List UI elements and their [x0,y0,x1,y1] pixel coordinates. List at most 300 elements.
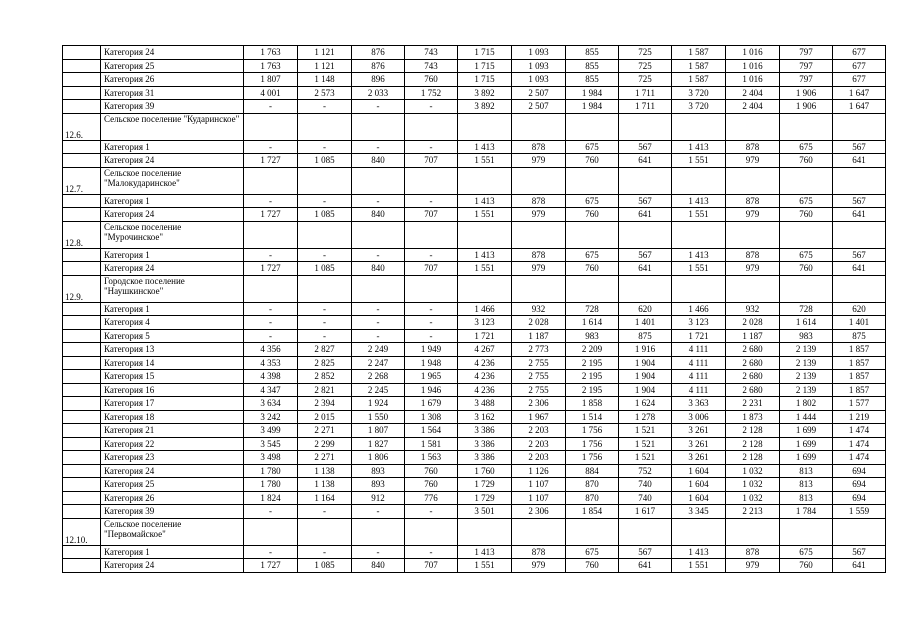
value-cell: 567 [833,545,886,559]
value-cell: 725 [619,59,672,73]
value-cell: 876 [352,46,405,60]
category-name: Категория 1 [101,302,244,316]
row-number [63,248,101,262]
value-cell [566,113,619,140]
value-cell: 1 093 [512,46,566,60]
category-name: Категория 22 [101,437,244,451]
row-number [63,46,101,60]
value-cell: 1 721 [458,329,512,343]
value-cell: 675 [566,248,619,262]
value-cell: 2 231 [726,397,780,411]
value-cell: 2 306 [512,505,566,519]
value-cell [672,518,726,545]
value-cell: 567 [833,248,886,262]
row-number [63,86,101,100]
value-cell: 1 551 [672,559,726,573]
value-cell: 1 699 [780,437,833,451]
value-cell: 1 550 [352,410,405,424]
value-cell: 979 [726,559,780,573]
value-cell: 1 967 [512,410,566,424]
value-cell: 2 028 [512,316,566,330]
value-cell: 760 [405,464,458,478]
row-number [63,451,101,465]
value-cell: 760 [780,262,833,276]
table-row [63,154,886,168]
value-cell: 1 948 [405,356,458,370]
value-cell: 3 499 [244,424,298,438]
table-row [63,383,886,397]
value-cell: 912 [352,491,405,505]
value-cell: 3 363 [672,397,726,411]
value-cell: - [244,100,298,114]
value-cell: - [298,545,352,559]
group-header-row [63,275,886,302]
value-cell [512,518,566,545]
value-cell: 3 261 [672,437,726,451]
value-cell [458,221,512,248]
value-cell [352,275,405,302]
value-cell: 2 139 [780,383,833,397]
value-cell [298,518,352,545]
value-cell: 1 604 [672,491,726,505]
value-cell: - [298,329,352,343]
category-name: Категория 21 [101,424,244,438]
value-cell: 728 [780,302,833,316]
row-number [63,505,101,519]
category-name: Категория 25 [101,59,244,73]
value-cell [405,221,458,248]
table-row [63,46,886,60]
value-cell: 1 729 [458,491,512,505]
value-cell: 1 093 [512,73,566,87]
value-cell: - [405,316,458,330]
value-cell: 707 [405,262,458,276]
value-cell: 641 [619,154,672,168]
value-cell: 1 521 [619,437,672,451]
value-cell: - [352,505,405,519]
value-cell: - [298,505,352,519]
value-cell: 983 [780,329,833,343]
value-cell: 2 249 [352,343,405,357]
value-cell: - [244,248,298,262]
value-cell: 979 [726,262,780,276]
row-number [63,208,101,222]
value-cell: - [298,302,352,316]
value-cell: 1 444 [780,410,833,424]
value-cell: 2 195 [566,383,619,397]
value-cell: 875 [619,329,672,343]
value-cell [244,221,298,248]
category-name: Категория 24 [101,262,244,276]
value-cell [672,221,726,248]
value-cell: 567 [833,194,886,208]
value-cell: 1 857 [833,383,886,397]
value-cell: 2 128 [726,437,780,451]
value-cell: 855 [566,46,619,60]
table-row [63,464,886,478]
value-cell: 932 [726,302,780,316]
value-cell: 3 345 [672,505,726,519]
value-cell: - [405,329,458,343]
value-cell [726,275,780,302]
value-cell: 1 906 [780,86,833,100]
category-name: Категория 14 [101,356,244,370]
category-name: Категория 24 [101,464,244,478]
settlement-name: Сельское поселение "Малокударинское" [101,167,244,194]
value-cell: 2 755 [512,356,566,370]
value-cell: 677 [833,46,886,60]
value-cell: 1 780 [244,478,298,492]
value-cell: 2 404 [726,100,780,114]
value-cell: 2 507 [512,86,566,100]
value-cell: 1 138 [298,478,352,492]
value-cell: 1 617 [619,505,672,519]
value-cell: 1 587 [672,59,726,73]
value-cell [619,113,672,140]
row-number [63,478,101,492]
value-cell: - [244,329,298,343]
value-cell [726,167,780,194]
value-cell: 641 [833,154,886,168]
value-cell: 1 699 [780,424,833,438]
table-row [63,329,886,343]
value-cell: 878 [726,248,780,262]
value-cell: 2 247 [352,356,405,370]
value-cell: 3 720 [672,100,726,114]
value-cell: 707 [405,559,458,573]
value-cell: 1 984 [566,86,619,100]
value-cell [512,275,566,302]
value-cell: 1 857 [833,370,886,384]
value-cell: 1 016 [726,59,780,73]
value-cell [405,113,458,140]
row-number [63,343,101,357]
value-cell: 2 195 [566,356,619,370]
value-cell [244,518,298,545]
row-number [63,464,101,478]
value-cell: 567 [619,545,672,559]
value-cell [405,518,458,545]
table-row [63,505,886,519]
value-cell [244,167,298,194]
value-cell: 760 [566,208,619,222]
value-cell: 1 614 [566,316,619,330]
value-cell [244,113,298,140]
value-cell [352,167,405,194]
table-row [63,73,886,87]
value-cell [672,167,726,194]
value-cell: 567 [619,140,672,154]
row-number [63,559,101,573]
value-cell: 1 126 [512,464,566,478]
value-cell: 1 551 [458,559,512,573]
value-cell: 979 [726,154,780,168]
table-row [63,491,886,505]
value-cell: 1 413 [672,545,726,559]
category-name: Категория 24 [101,559,244,573]
row-number [63,491,101,505]
value-cell: 1 521 [619,424,672,438]
value-cell: - [244,194,298,208]
value-cell: 870 [566,478,619,492]
value-cell: 1 085 [298,208,352,222]
group-header-row [63,221,886,248]
value-cell: 1 760 [458,464,512,478]
value-cell: 641 [833,559,886,573]
value-cell: - [244,302,298,316]
value-cell: 677 [833,73,886,87]
value-cell: 760 [566,559,619,573]
value-cell: 1 727 [244,262,298,276]
table-row [63,545,886,559]
value-cell: - [405,545,458,559]
group-header-row [63,167,886,194]
value-cell: 1 016 [726,46,780,60]
value-cell: 743 [405,46,458,60]
value-cell: 1 727 [244,208,298,222]
value-cell: 878 [726,194,780,208]
value-cell: 1 401 [833,316,886,330]
value-cell: 567 [619,248,672,262]
value-cell: 1 085 [298,154,352,168]
value-cell: 760 [780,559,833,573]
value-cell: 4 111 [672,370,726,384]
value-cell: 641 [619,208,672,222]
value-cell: 1 699 [780,451,833,465]
row-number [63,410,101,424]
table-row [63,86,886,100]
value-cell: 1 219 [833,410,886,424]
value-cell [352,113,405,140]
value-cell: 3 498 [244,451,298,465]
value-cell: 1 563 [405,451,458,465]
value-cell: 1 581 [405,437,458,451]
value-cell [458,167,512,194]
value-cell: 932 [512,302,566,316]
value-cell [352,518,405,545]
value-cell: 1 727 [244,559,298,573]
value-cell [833,167,886,194]
value-cell: 878 [726,545,780,559]
value-cell: 2 139 [780,343,833,357]
value-cell: 4 236 [458,356,512,370]
value-cell: 1 807 [244,73,298,87]
value-cell: 2 209 [566,343,619,357]
value-cell: 840 [352,262,405,276]
row-number [63,383,101,397]
value-cell: 1 551 [458,208,512,222]
value-cell: 4 001 [244,86,298,100]
value-cell: 1 474 [833,437,886,451]
value-cell: 2 245 [352,383,405,397]
category-name: Категория 17 [101,397,244,411]
row-number: 12.8. [63,221,101,248]
value-cell: 1 727 [244,154,298,168]
value-cell [726,221,780,248]
table-row [63,356,886,370]
value-cell: 1 278 [619,410,672,424]
row-number [63,397,101,411]
value-cell: 1 107 [512,478,566,492]
value-cell: 1 474 [833,451,886,465]
value-cell: 878 [512,140,566,154]
value-cell: 2 028 [726,316,780,330]
group-header-row [63,113,886,140]
value-cell [672,275,726,302]
value-cell: 641 [619,559,672,573]
value-cell: 1 946 [405,383,458,397]
value-cell: 1 756 [566,424,619,438]
value-cell: 3 123 [458,316,512,330]
table-row [63,194,886,208]
value-cell: 1 763 [244,46,298,60]
value-cell: 677 [833,59,886,73]
table-row [63,370,886,384]
value-cell: 840 [352,559,405,573]
row-number [63,262,101,276]
value-cell: 2 268 [352,370,405,384]
value-cell: 893 [352,478,405,492]
row-number: 12.6. [63,113,101,140]
value-cell: 2 773 [512,343,566,357]
value-cell: 1 413 [458,545,512,559]
value-cell: - [405,100,458,114]
value-cell: 1 715 [458,46,512,60]
group-header-row [63,518,886,545]
value-cell: 675 [780,140,833,154]
value-cell: - [298,140,352,154]
value-cell: 4 111 [672,356,726,370]
category-name: Категория 24 [101,46,244,60]
value-cell: 1 413 [672,194,726,208]
value-cell: 1 604 [672,478,726,492]
value-cell: 1 187 [726,329,780,343]
value-cell: 979 [512,154,566,168]
value-cell: 707 [405,154,458,168]
value-cell: 2 299 [298,437,352,451]
value-cell: 1 564 [405,424,458,438]
value-cell: 1 521 [619,451,672,465]
value-cell: 1 551 [458,154,512,168]
value-cell: 2 139 [780,356,833,370]
value-cell [244,275,298,302]
value-cell: 878 [512,545,566,559]
value-cell: 3 488 [458,397,512,411]
value-cell: 1 551 [672,262,726,276]
value-cell: 1 085 [298,262,352,276]
row-number [63,73,101,87]
value-cell: 1 401 [619,316,672,330]
category-name: Категория 24 [101,208,244,222]
value-cell: - [405,194,458,208]
category-name: Категория 1 [101,140,244,154]
value-cell: 675 [780,194,833,208]
value-cell: 1 016 [726,73,780,87]
value-cell: 878 [512,248,566,262]
value-cell: 1 032 [726,478,780,492]
value-cell: 3 242 [244,410,298,424]
category-name: Категория 1 [101,545,244,559]
value-cell: - [352,194,405,208]
value-cell [619,221,672,248]
category-name: Категория 24 [101,154,244,168]
value-cell: 2 128 [726,451,780,465]
value-cell: 1 906 [780,100,833,114]
value-cell: 1 711 [619,100,672,114]
row-number [63,59,101,73]
table-row [63,343,886,357]
table-row [63,478,886,492]
value-cell [833,221,886,248]
value-cell: 3 261 [672,451,726,465]
value-cell: - [244,505,298,519]
value-cell: 3 634 [244,397,298,411]
value-cell: 1 824 [244,491,298,505]
value-cell: 1 647 [833,86,886,100]
value-cell: 567 [833,140,886,154]
value-cell: 675 [780,248,833,262]
table-row [63,302,886,316]
table-row [63,316,886,330]
value-cell: 4 236 [458,383,512,397]
row-number [63,154,101,168]
value-cell: 2 271 [298,424,352,438]
value-cell [458,275,512,302]
value-cell: 1 827 [352,437,405,451]
value-cell: 675 [566,140,619,154]
value-cell: 4 347 [244,383,298,397]
value-cell: 641 [833,208,886,222]
value-cell: 840 [352,208,405,222]
value-cell: 855 [566,73,619,87]
value-cell: 707 [405,208,458,222]
settlement-name: Городское поселение "Наушкинское" [101,275,244,302]
value-cell: 776 [405,491,458,505]
value-cell: 1 873 [726,410,780,424]
value-cell [780,113,833,140]
value-cell: - [352,248,405,262]
value-cell: 1 413 [458,194,512,208]
value-cell [672,113,726,140]
value-cell: 896 [352,73,405,87]
value-cell: 760 [566,154,619,168]
value-cell: 1 857 [833,356,886,370]
value-cell: 2 680 [726,356,780,370]
value-cell: 1 715 [458,59,512,73]
value-cell [298,221,352,248]
value-cell: 893 [352,464,405,478]
value-cell: 1 614 [780,316,833,330]
value-cell: 855 [566,59,619,73]
value-cell: 1 904 [619,370,672,384]
row-number [63,140,101,154]
value-cell: 1 604 [672,464,726,478]
value-cell: 1 784 [780,505,833,519]
value-cell: - [405,248,458,262]
value-cell: 1 187 [512,329,566,343]
value-cell [352,221,405,248]
value-cell: 2 139 [780,370,833,384]
category-name: Категория 18 [101,410,244,424]
row-number [63,424,101,438]
value-cell: 1 138 [298,464,352,478]
value-cell: 1 577 [833,397,886,411]
value-cell: 4 111 [672,343,726,357]
value-cell: - [405,302,458,316]
value-cell: 1 752 [405,86,458,100]
value-cell: 1 587 [672,46,726,60]
value-cell: 1 085 [298,559,352,573]
